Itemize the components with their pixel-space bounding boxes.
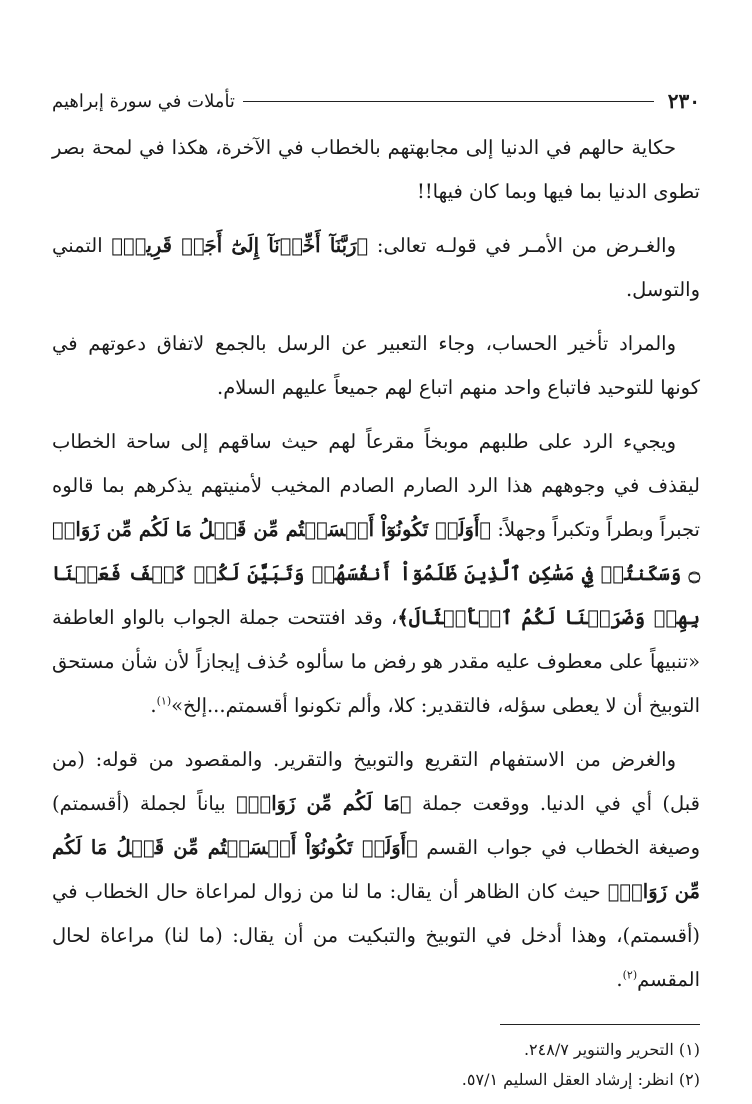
paragraph-text: والمراد تأخير الحساب، وجاء التعبير عن الرسل بالجمع لاتفاق دعوتهم في كونها للتوحيد فاتباع واحد منهم اتباع لهم جميعاً عليهم السلام. (52, 332, 700, 399)
paragraph (52, 126, 700, 214)
footnote: (٢) انظر: إرشاد العقل السليم ٥٧/١. (461, 1070, 700, 1089)
quran-verse: ﴿أَوَلَمۡ تَكُونُوٓاْ أَقۡسَمۡتُم مِّن قَبۡلُ مَا لَكُم مِّن زَوَالٖ﴾ (52, 836, 700, 903)
paragraph-text: ، وقد افتتحت جملة الجواب بالواو العاطفة «تنبيهاً على معطوف عليه مقدر هو رفض ما سألوه حُذف إيجازاً لأن شأن مستحق التوبيخ أن لا يعطى سؤله، فالتقدير: كلا، وألم تكونوا أقسمتم...إلخ» (52, 606, 700, 717)
quran-verse: ﴿أَوَلَمۡ تَكُونُوٓاْ أَقۡسَمۡتُم مِّن قَبۡلُ مَا لَكُم مِّن زَوَالٖ ۝ وَسَكَنتُمۡ فِي مَسَٰكِنِ ٱلَّذِينَ ظَلَمُوٓاْ أَنفُسَهُمۡ وَتَبَيَّنَ لَكُمۡ كَيۡفَ فَعَلۡنَا بِهِمۡ وَضَرَبۡنَا لَكُمُ ٱلۡأَمۡثَالَ﴾ (52, 518, 701, 629)
paragraph-text: والغرض من الاستفهام التقريع والتوبيخ والتقرير. والمقصود من قوله: (من قبل) أي في الدنيا. ووقعت جملة (52, 748, 700, 815)
footnote: (١) التحرير والتنوير ٢٤٨/٧. (523, 1040, 700, 1059)
body-text (52, 126, 700, 1002)
paragraph-text: ويجيء الرد على طلبهم موبخاً مقرعاً لهم حيث ساقهم إلى ساحة الخطاب ليقذف في وجوههم هذا الرد الصارم الصادم المخيب لأمنيتهم يذكرهم بما قالوه تجبراً وبطراً وتكبراً وجهلاً: (52, 430, 700, 541)
footnote-ref: (١) (156, 694, 172, 708)
book-title: تأملات في سورة إبراهيم (52, 90, 235, 112)
header-rule (243, 101, 654, 102)
paragraph-text: . (150, 694, 157, 717)
quran-verse: ﴿مَا لَكُم مِّن زَوَالٖ﴾ (236, 792, 412, 815)
paragraph-text: والغـرض من الأمـر في قولـه تعالى: (368, 234, 677, 257)
footnote-ref: (٢) (622, 968, 638, 982)
paragraph (52, 224, 700, 312)
running-head (52, 84, 700, 118)
paragraph (52, 738, 700, 1002)
page-number: ٢٣٠ (667, 89, 700, 113)
book-page (52, 84, 700, 1095)
paragraph (52, 322, 700, 410)
footnote-rule (500, 1024, 700, 1025)
paragraph-text: بياناً لجملة (أقسمتم) وصيغة الخطاب في جواب القسم (52, 792, 700, 859)
footnotes (52, 1035, 700, 1095)
paragraph-text: حيث كان الظاهر أن يقال: ما لنا من زوال لمراعاة حال الخطاب في (أقسمتم)، وهذا أدخل في التوبيخ والتبكيت من أن يقال: (ما لنا) مراعاة لحال المقسم (52, 880, 700, 991)
paragraph-text: التمني والتوسل. (52, 234, 700, 301)
paragraph-text: حكاية حالهم في الدنيا إلى مجابهتهم بالخطاب في الآخرة، هكذا في لمحة بصر تطوى الدنيا بما فيها وبما كان فيها!! (52, 136, 700, 203)
paragraph (52, 420, 700, 728)
quran-verse: ﴿رَبَّنَآ أَخِّرۡنَآ إِلَىٰٓ أَجَلٖ قَرِيبٖ﴾ (111, 234, 369, 257)
paragraph-text: . (616, 968, 623, 991)
